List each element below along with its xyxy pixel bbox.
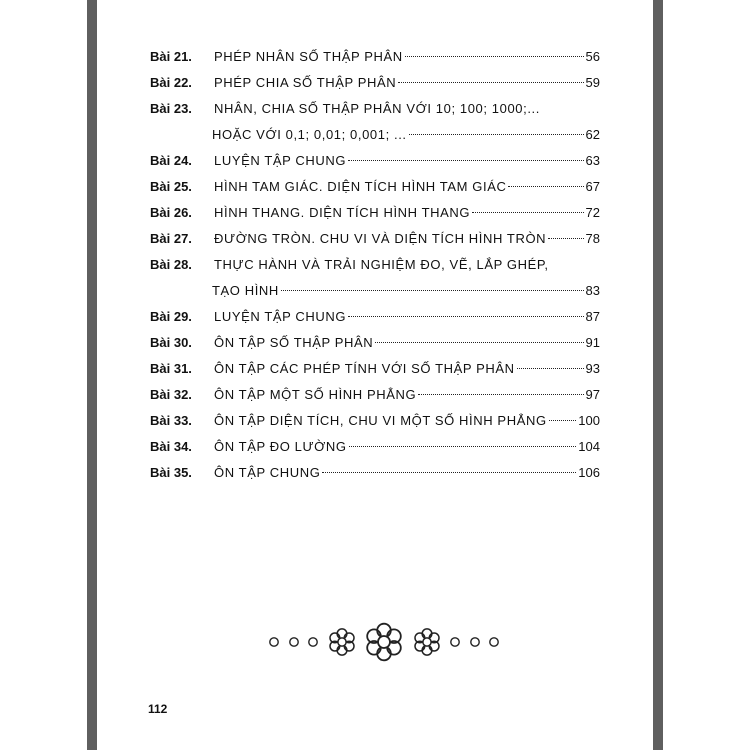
toc-entry[interactable] (148, 330, 600, 356)
lesson-page: 62 (585, 127, 600, 142)
toc-entry[interactable] (148, 356, 600, 382)
dot-leader (548, 238, 583, 239)
lesson-title: HÌNH THANG. DIỆN TÍCH HÌNH THANG (214, 205, 471, 220)
lesson-page: 83 (585, 283, 600, 298)
lesson-page: 93 (585, 361, 600, 376)
small-circle-icon (268, 636, 280, 648)
lesson-title: THỰC HÀNH VÀ TRẢI NGHIỆM ĐO, VẼ, LẮP GHÉP, (214, 257, 549, 272)
lesson-number: Bài 22. (150, 75, 192, 90)
lesson-number: Bài 29. (150, 309, 192, 324)
lesson-title: ĐƯỜNG TRÒN. CHU VI VÀ DIỆN TÍCH HÌNH TRÒN (214, 231, 547, 246)
lesson-title: ÔN TẬP CHUNG (214, 465, 321, 480)
lesson-number: Bài 24. (150, 153, 192, 168)
lesson-number: Bài 28. (150, 257, 192, 272)
lesson-number: Bài 30. (150, 335, 192, 350)
lesson-page: 63 (585, 153, 600, 168)
toc-entry[interactable] (148, 44, 600, 70)
lesson-title: LUYỆN TẬP CHUNG (214, 153, 347, 168)
toc-entry[interactable] (148, 148, 600, 174)
dot-leader (418, 394, 583, 395)
lesson-page: 97 (585, 387, 600, 402)
dot-leader (405, 56, 584, 57)
dot-leader (549, 420, 577, 421)
small-circle-icon (307, 636, 319, 648)
toc-entry[interactable] (148, 252, 600, 304)
lesson-number: Bài 23. (150, 101, 192, 116)
lesson-number: Bài 25. (150, 179, 192, 194)
page-number: 112 (148, 702, 168, 716)
dot-leader (375, 342, 583, 343)
toc-entry[interactable] (148, 174, 600, 200)
small-circle-icon (288, 636, 300, 648)
dot-leader (349, 446, 577, 447)
toc-entry[interactable] (148, 408, 600, 434)
table-of-contents (148, 44, 600, 486)
flower-icon (327, 627, 357, 657)
lesson-title: PHÉP NHÂN SỐ THẬP PHÂN (214, 49, 403, 64)
lesson-number: Bài 33. (150, 413, 192, 428)
lesson-page: 56 (585, 49, 600, 64)
lesson-title: LUYỆN TẬP CHUNG (214, 309, 347, 324)
lesson-title: ÔN TẬP SỐ THẬP PHÂN (214, 335, 374, 350)
lesson-number: Bài 31. (150, 361, 192, 376)
lesson-page: 87 (585, 309, 600, 324)
toc-entry[interactable] (148, 96, 600, 148)
dot-leader (517, 368, 584, 369)
toc-entry[interactable] (148, 70, 600, 96)
flower-icon (412, 627, 442, 657)
lesson-number: Bài 34. (150, 439, 192, 454)
lesson-page: 100 (578, 413, 600, 428)
dot-leader (348, 160, 583, 161)
lesson-title: ÔN TẬP MỘT SỐ HÌNH PHẲNG (214, 387, 417, 402)
lesson-page: 78 (585, 231, 600, 246)
dot-leader (348, 316, 583, 317)
lesson-page: 106 (578, 465, 600, 480)
dot-leader (281, 290, 584, 291)
lesson-page: 59 (585, 75, 600, 90)
toc-entry[interactable] (148, 434, 600, 460)
toc-entry[interactable] (148, 200, 600, 226)
lesson-page: 91 (585, 335, 600, 350)
dot-leader (409, 134, 584, 135)
lesson-page: 104 (578, 439, 600, 454)
small-circle-icon (449, 636, 461, 648)
lesson-title-continued: TẠO HÌNH (212, 283, 279, 298)
decorative-ornament (268, 622, 500, 662)
toc-entry[interactable] (148, 460, 600, 486)
dot-leader (508, 186, 583, 187)
lesson-title-continued: HOẶC VỚI 0,1; 0,01; 0,001; ... (212, 127, 407, 142)
lesson-page: 67 (585, 179, 600, 194)
toc-entry[interactable] (148, 382, 600, 408)
lesson-title: HÌNH TAM GIÁC. DIỆN TÍCH HÌNH TAM GIÁC (214, 179, 507, 194)
flower-icon (364, 622, 404, 662)
lesson-number: Bài 32. (150, 387, 192, 402)
small-circle-icon (488, 636, 500, 648)
lesson-title: NHÂN, CHIA SỐ THẬP PHÂN VỚI 10; 100; 1000;... (214, 101, 540, 116)
lesson-title: ÔN TẬP ĐO LƯỜNG (214, 439, 347, 454)
toc-entry[interactable] (148, 304, 600, 330)
lesson-number: Bài 27. (150, 231, 192, 246)
lesson-title: ÔN TẬP CÁC PHÉP TÍNH VỚI SỐ THẬP PHÂN (214, 361, 515, 376)
small-circle-icon (469, 636, 481, 648)
dot-leader (472, 212, 583, 213)
lesson-page: 72 (585, 205, 600, 220)
lesson-title: ÔN TẬP DIỆN TÍCH, CHU VI MỘT SỐ HÌNH PHẲNG (214, 413, 547, 428)
toc-entry[interactable] (148, 226, 600, 252)
dot-leader (398, 82, 583, 83)
lesson-title: PHÉP CHIA SỐ THẬP PHÂN (214, 75, 397, 90)
dot-leader (322, 472, 576, 473)
lesson-number: Bài 35. (150, 465, 192, 480)
lesson-number: Bài 21. (150, 49, 192, 64)
lesson-number: Bài 26. (150, 205, 192, 220)
